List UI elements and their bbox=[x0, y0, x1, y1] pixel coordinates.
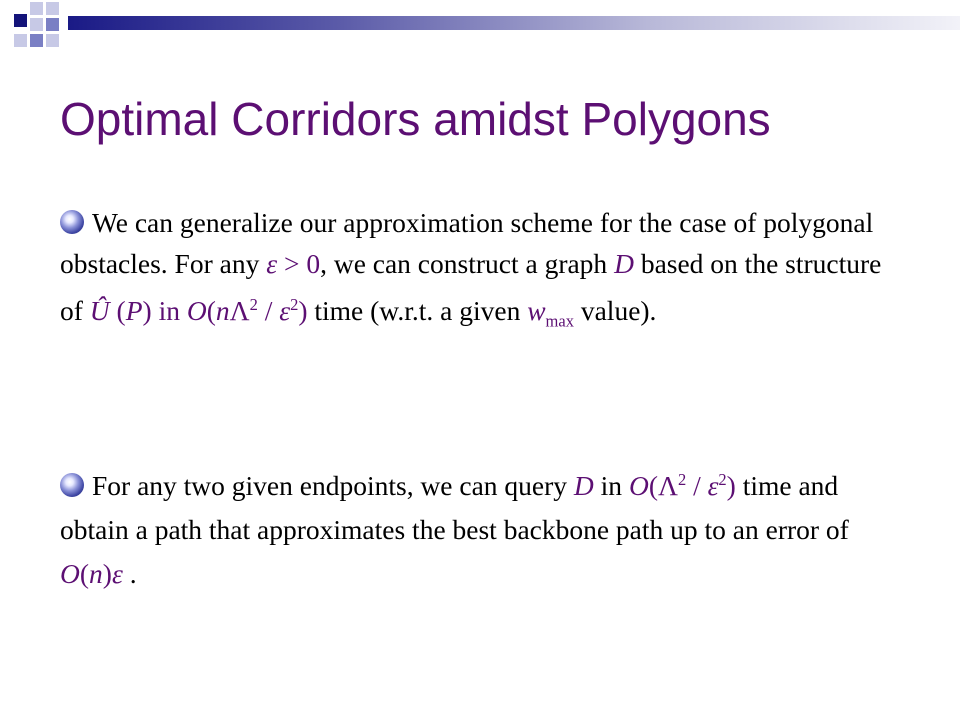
square-mid-icon bbox=[46, 18, 59, 31]
slash: / bbox=[686, 470, 708, 502]
paren-close: ) bbox=[726, 470, 736, 502]
paren-open: ( bbox=[648, 470, 658, 502]
square-light-icon bbox=[46, 34, 59, 47]
square-light-icon bbox=[30, 2, 43, 15]
paren-open: ( bbox=[206, 295, 216, 327]
math-gt-zero: > 0 bbox=[277, 248, 321, 279]
square-light-icon bbox=[14, 34, 27, 47]
bullet-paragraph-2 bbox=[60, 458, 905, 596]
square-navy-icon bbox=[14, 14, 27, 27]
epsilon-symbol: ε bbox=[111, 558, 123, 590]
subscript-max: max bbox=[545, 311, 574, 331]
paren-close: ) in bbox=[142, 295, 187, 327]
text: value). bbox=[573, 295, 657, 327]
lambda-symbol: Λ bbox=[229, 295, 250, 327]
text: in bbox=[593, 470, 629, 502]
var-n: n bbox=[215, 295, 230, 327]
swirl-bullet-icon bbox=[60, 210, 84, 234]
swirl-bullet-icon bbox=[60, 473, 84, 497]
text: . bbox=[122, 558, 137, 590]
superscript: 2 bbox=[249, 295, 258, 314]
var-n: n bbox=[89, 558, 103, 590]
paren-close: ) bbox=[102, 558, 112, 590]
paren-open: ( bbox=[109, 295, 126, 327]
bullet-paragraph-1 bbox=[60, 202, 905, 342]
var-w: w bbox=[527, 295, 546, 327]
text: We can generalize our approximation scheme for the case of polygonal obstacles. For any bbox=[60, 207, 874, 279]
graph-symbol-d: D bbox=[573, 470, 594, 502]
text: time (w.r.t. a given bbox=[307, 295, 528, 327]
square-light-icon bbox=[46, 2, 59, 15]
slide-title: Optimal Corridors amidst Polygons bbox=[60, 93, 771, 145]
square-mid-icon bbox=[30, 34, 43, 47]
text: based on the structure of bbox=[60, 248, 882, 327]
text: time and obtain a path that approximates the best backbone path up to an error of bbox=[60, 470, 849, 546]
paren-open: ( bbox=[79, 558, 90, 590]
header-gradient-bar bbox=[68, 16, 960, 30]
paren-close: ) bbox=[298, 295, 308, 327]
superscript: 2 bbox=[290, 295, 299, 314]
slash: / bbox=[257, 295, 280, 327]
superscript: 2 bbox=[677, 470, 687, 489]
superscript: 2 bbox=[718, 470, 727, 489]
big-o: O bbox=[628, 470, 649, 502]
big-o: O bbox=[60, 558, 80, 590]
epsilon-symbol: ε bbox=[707, 470, 719, 502]
epsilon-symbol: ε bbox=[266, 248, 278, 279]
polygon-symbol-p: P bbox=[125, 295, 143, 327]
graph-symbol-d: D bbox=[614, 248, 634, 279]
text: For any two given endpoints, we can query bbox=[92, 470, 574, 502]
lambda-symbol: Λ bbox=[657, 470, 678, 502]
text: , we can construct a graph bbox=[320, 248, 615, 279]
big-o: O bbox=[186, 295, 207, 327]
u-hat-symbol: Û bbox=[89, 295, 110, 327]
epsilon-symbol: ε bbox=[279, 295, 291, 327]
square-light-icon bbox=[30, 18, 43, 31]
